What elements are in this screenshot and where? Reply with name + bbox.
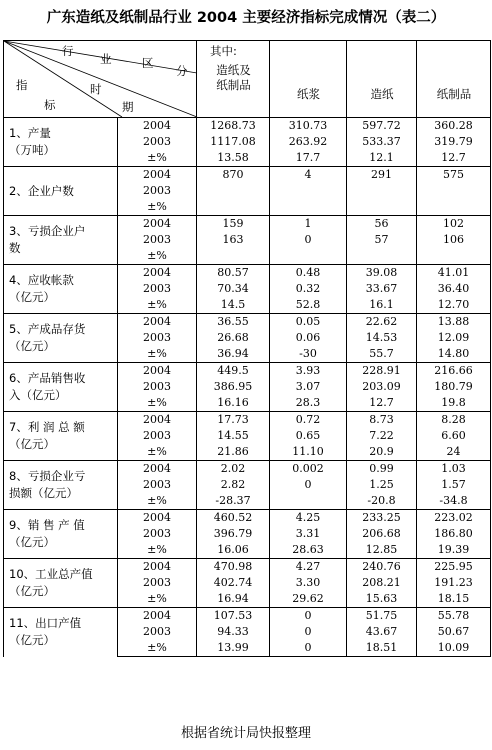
- value-cell: 240.76: [347, 559, 417, 576]
- period-cell: 2003: [118, 232, 197, 248]
- value-cell: 17.7: [270, 150, 347, 167]
- value-cell: 4.27: [270, 559, 347, 576]
- value-cell: 228.91: [347, 363, 417, 380]
- value-cell: 1268.73: [197, 118, 270, 135]
- table-row: [4, 216, 491, 233]
- value-cell: 0.99: [347, 461, 417, 478]
- value-cell: 36.40: [417, 281, 491, 297]
- period-cell: ±%: [118, 395, 197, 412]
- value-cell: 26.68: [197, 330, 270, 346]
- table-row: [4, 510, 491, 527]
- value-cell: 449.5: [197, 363, 270, 380]
- value-cell: 163: [197, 232, 270, 248]
- value-cell: [197, 248, 270, 265]
- value-cell: 14.5: [197, 297, 270, 314]
- value-cell: 11.10: [270, 444, 347, 461]
- value-cell: 233.25: [347, 510, 417, 527]
- value-cell: 319.79: [417, 134, 491, 150]
- period-cell: 2003: [118, 281, 197, 297]
- value-cell: 1: [270, 216, 347, 233]
- col-header-paper-label: 造纸: [370, 87, 394, 101]
- value-cell: 43.67: [347, 624, 417, 640]
- value-cell: 159: [197, 216, 270, 233]
- indicator-label: 8、亏损企业亏 损额（亿元）: [4, 461, 118, 510]
- period-cell: 2004: [118, 608, 197, 625]
- table-row: [4, 559, 491, 576]
- table-row: [4, 118, 491, 135]
- value-cell: 28.63: [270, 542, 347, 559]
- value-cell: 460.52: [197, 510, 270, 527]
- value-cell: 470.98: [197, 559, 270, 576]
- value-cell: 13.99: [197, 640, 270, 657]
- value-cell: [197, 199, 270, 216]
- period-cell: 2003: [118, 134, 197, 150]
- value-cell: 15.63: [347, 591, 417, 608]
- value-cell: 3.30: [270, 575, 347, 591]
- value-cell: 24: [417, 444, 491, 461]
- value-cell: 13.88: [417, 314, 491, 331]
- value-cell: 20.9: [347, 444, 417, 461]
- col-header-paper: [347, 41, 417, 118]
- indicator-label: 7、利 润 总 额 （亿元）: [4, 412, 118, 461]
- value-cell: 0.32: [270, 281, 347, 297]
- period-cell: ±%: [118, 591, 197, 608]
- value-cell: 102: [417, 216, 491, 233]
- corner-label-qu: 区: [142, 56, 154, 70]
- period-cell: 2004: [118, 118, 197, 135]
- period-cell: 2004: [118, 216, 197, 233]
- value-cell: 263.92: [270, 134, 347, 150]
- value-cell: 0.06: [270, 330, 347, 346]
- value-cell: 14.55: [197, 428, 270, 444]
- value-cell: 50.67: [417, 624, 491, 640]
- value-cell: 191.23: [417, 575, 491, 591]
- value-cell: 36.94: [197, 346, 270, 363]
- indicator-label: 6、产品销售收 入（亿元）: [4, 363, 118, 412]
- value-cell: [417, 183, 491, 199]
- value-cell: 206.68: [347, 526, 417, 542]
- value-cell: 386.95: [197, 379, 270, 395]
- value-cell: 223.02: [417, 510, 491, 527]
- period-cell: 2003: [118, 183, 197, 199]
- value-cell: 55.78: [417, 608, 491, 625]
- value-cell: 6.60: [417, 428, 491, 444]
- col-header-total-label: 造纸及 纸制品: [216, 63, 251, 92]
- value-cell: 4.25: [270, 510, 347, 527]
- table-row: [4, 461, 491, 478]
- col-header-pulp-label: 纸浆: [297, 87, 320, 101]
- value-cell: 533.37: [347, 134, 417, 150]
- value-cell: 8.73: [347, 412, 417, 429]
- value-cell: 13.58: [197, 150, 270, 167]
- value-cell: 0.48: [270, 265, 347, 282]
- period-cell: 2003: [118, 575, 197, 591]
- period-cell: ±%: [118, 248, 197, 265]
- value-cell: 0: [270, 608, 347, 625]
- value-cell: 28.3: [270, 395, 347, 412]
- value-cell: [417, 199, 491, 216]
- value-cell: [347, 248, 417, 265]
- value-cell: 70.34: [197, 281, 270, 297]
- value-cell: 575: [417, 167, 491, 184]
- period-cell: 2004: [118, 461, 197, 478]
- value-cell: 52.8: [270, 297, 347, 314]
- period-cell: 2004: [118, 363, 197, 380]
- value-cell: -30: [270, 346, 347, 363]
- indicator-table: [3, 40, 491, 657]
- period-cell: ±%: [118, 150, 197, 167]
- value-cell: 16.1: [347, 297, 417, 314]
- value-cell: 3.93: [270, 363, 347, 380]
- value-cell: 18.51: [347, 640, 417, 657]
- indicator-label: 3、亏损企业户 数: [4, 216, 118, 265]
- table-row: [4, 608, 491, 625]
- value-cell: 1.57: [417, 477, 491, 493]
- period-cell: 2004: [118, 412, 197, 429]
- period-cell: 2003: [118, 330, 197, 346]
- period-cell: 2004: [118, 167, 197, 184]
- value-cell: 0: [270, 624, 347, 640]
- corner-label-zhi: 指: [16, 78, 28, 92]
- period-cell: 2003: [118, 379, 197, 395]
- value-cell: 216.66: [417, 363, 491, 380]
- value-cell: 19.39: [417, 542, 491, 559]
- value-cell: -28.37: [197, 493, 270, 510]
- value-cell: [270, 199, 347, 216]
- table-row: [4, 265, 491, 282]
- value-cell: 80.57: [197, 265, 270, 282]
- period-cell: 2003: [118, 624, 197, 640]
- corner-header-cell: [4, 41, 197, 118]
- value-cell: 1.25: [347, 477, 417, 493]
- value-cell: 203.09: [347, 379, 417, 395]
- period-cell: ±%: [118, 346, 197, 363]
- value-cell: 33.67: [347, 281, 417, 297]
- period-cell: 2004: [118, 314, 197, 331]
- value-cell: 0.72: [270, 412, 347, 429]
- source-note: 根据省统计局快报整理: [180, 726, 311, 741]
- value-cell: 2.82: [197, 477, 270, 493]
- indicator-label: 2、企业户数: [4, 167, 118, 216]
- value-cell: 29.62: [270, 591, 347, 608]
- period-cell: ±%: [118, 199, 197, 216]
- value-cell: 0.05: [270, 314, 347, 331]
- value-cell: 39.08: [347, 265, 417, 282]
- qizhong-label: 其中:: [210, 44, 237, 58]
- period-cell: 2004: [118, 559, 197, 576]
- value-cell: 180.79: [417, 379, 491, 395]
- period-cell: 2003: [118, 477, 197, 493]
- value-cell: 4: [270, 167, 347, 184]
- value-cell: [270, 248, 347, 265]
- value-cell: 291: [347, 167, 417, 184]
- period-cell: ±%: [118, 444, 197, 461]
- value-cell: [270, 183, 347, 199]
- period-cell: ±%: [118, 542, 197, 559]
- indicator-label: 9、销 售 产 值 （亿元）: [4, 510, 118, 559]
- value-cell: 41.01: [417, 265, 491, 282]
- col-header-paper-products-label: 纸制品: [436, 87, 472, 101]
- value-cell: 22.62: [347, 314, 417, 331]
- value-cell: 16.94: [197, 591, 270, 608]
- value-cell: 51.75: [347, 608, 417, 625]
- value-cell: 12.7: [347, 395, 417, 412]
- value-cell: 107.53: [197, 608, 270, 625]
- value-cell: 597.72: [347, 118, 417, 135]
- value-cell: 12.09: [417, 330, 491, 346]
- value-cell: 19.8: [417, 395, 491, 412]
- corner-label-hang: 行: [62, 44, 74, 58]
- corner-label-fen: 分: [176, 64, 188, 78]
- value-cell: 16.06: [197, 542, 270, 559]
- value-cell: 870: [197, 167, 270, 184]
- value-cell: 360.28: [417, 118, 491, 135]
- value-cell: 3.31: [270, 526, 347, 542]
- value-cell: [347, 183, 417, 199]
- value-cell: 55.7: [347, 346, 417, 363]
- value-cell: 94.33: [197, 624, 270, 640]
- header-row: [4, 41, 491, 118]
- value-cell: 402.74: [197, 575, 270, 591]
- table-row: [4, 167, 491, 184]
- value-cell: 0: [270, 477, 347, 493]
- table-row: [4, 363, 491, 380]
- value-cell: 56: [347, 216, 417, 233]
- value-cell: 16.16: [197, 395, 270, 412]
- period-cell: ±%: [118, 640, 197, 657]
- value-cell: 17.73: [197, 412, 270, 429]
- value-cell: 0: [270, 232, 347, 248]
- value-cell: 0.65: [270, 428, 347, 444]
- table-row: [4, 412, 491, 429]
- corner-label-biao: 标: [44, 98, 56, 112]
- value-cell: 0.002: [270, 461, 347, 478]
- value-cell: [270, 493, 347, 510]
- col-header-paper-products: [417, 41, 491, 118]
- value-cell: 14.80: [417, 346, 491, 363]
- value-cell: 310.73: [270, 118, 347, 135]
- period-cell: 2003: [118, 428, 197, 444]
- value-cell: 10.09: [417, 640, 491, 657]
- value-cell: 36.55: [197, 314, 270, 331]
- value-cell: 1.03: [417, 461, 491, 478]
- period-cell: 2004: [118, 265, 197, 282]
- corner-label-shi: 时: [90, 82, 102, 96]
- value-cell: -34.8: [417, 493, 491, 510]
- period-cell: ±%: [118, 493, 197, 510]
- value-cell: 106: [417, 232, 491, 248]
- value-cell: 396.79: [197, 526, 270, 542]
- value-cell: 208.21: [347, 575, 417, 591]
- value-cell: 7.22: [347, 428, 417, 444]
- value-cell: 12.7: [417, 150, 491, 167]
- value-cell: 186.80: [417, 526, 491, 542]
- value-cell: [197, 183, 270, 199]
- value-cell: 14.53: [347, 330, 417, 346]
- indicator-label: 10、工业总产值 （亿元）: [4, 559, 118, 608]
- value-cell: 2.02: [197, 461, 270, 478]
- corner-label-qi: 期: [122, 100, 134, 114]
- value-cell: 8.28: [417, 412, 491, 429]
- value-cell: 18.15: [417, 591, 491, 608]
- indicator-label: 1、产量 （万吨）: [4, 118, 118, 167]
- value-cell: 3.07: [270, 379, 347, 395]
- period-cell: 2004: [118, 510, 197, 527]
- table-row: [4, 314, 491, 331]
- value-cell: 12.1: [347, 150, 417, 167]
- value-cell: [347, 199, 417, 216]
- value-cell: 21.86: [197, 444, 270, 461]
- value-cell: 1117.08: [197, 134, 270, 150]
- period-cell: 2003: [118, 526, 197, 542]
- value-cell: 12.85: [347, 542, 417, 559]
- value-cell: -20.8: [347, 493, 417, 510]
- indicator-label: 11、出口产值 （亿元）: [4, 608, 118, 657]
- page-title: 广东造纸及纸制品行业 2004 主要经济指标完成情况（表二）: [46, 10, 446, 26]
- value-cell: 12.70: [417, 297, 491, 314]
- corner-label-ye: 业: [100, 52, 112, 66]
- value-cell: 0: [270, 640, 347, 657]
- indicator-label: 4、应收帐款 （亿元）: [4, 265, 118, 314]
- value-cell: [417, 248, 491, 265]
- period-cell: ±%: [118, 297, 197, 314]
- indicator-label: 5、产成品存货 （亿元）: [4, 314, 118, 363]
- value-cell: 225.95: [417, 559, 491, 576]
- value-cell: 57: [347, 232, 417, 248]
